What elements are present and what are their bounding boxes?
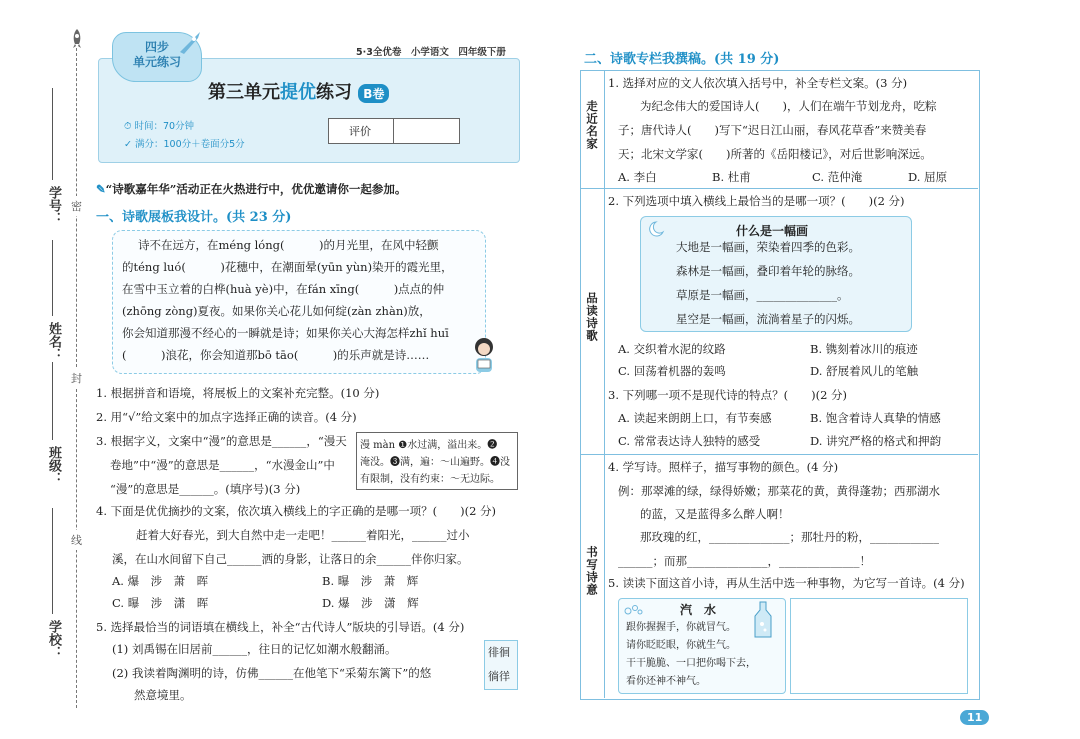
poem-line-3: 在雪中玉立着的白桦(huà yè)中，在fán xīng( )点点的仲 — [122, 282, 445, 296]
question-5-part-1: (1) 刘禹锡在旧居前______，往日的记忆如潮水般翻涌。 — [112, 642, 397, 656]
poem-line-2: 的téng luó( )花穗中，在潮面晕(yūn yùn)染开的霞光里， — [122, 260, 453, 274]
question-4-option-c[interactable]: C. 曝 涉 潇 晖 — [112, 596, 209, 610]
soda-poem-line-1: 跟你握握手，你就冒气。 — [626, 622, 736, 633]
word-choice-1: 徘徊 — [488, 646, 510, 659]
time-info: ⏱ 时间：70分钟 — [124, 121, 195, 132]
poem-line-6: ( )浪花，你会知道那bō tāo( )的乐声就是诗…… — [122, 348, 430, 362]
soda-poem-line-3: 干干脆脆、一口把你喝下去， — [626, 658, 756, 669]
page-title: 第三单元提优练习 B卷 — [208, 78, 389, 104]
category-famous-writers: 走近名家 — [585, 100, 599, 150]
question-3-line-1: 3. 根据字义，文案中“漫”的意思是______，“漫天 — [96, 434, 347, 448]
row-separator-2 — [580, 454, 978, 455]
right-question-2: 2. 下列选项中填入横线上最恰当的是哪一项？( )(2 分) — [608, 194, 905, 208]
name-label: 姓名： — [46, 322, 61, 361]
right-question-1-option-a[interactable]: A. 李白 — [618, 170, 657, 184]
school-label: 学校： — [46, 620, 61, 659]
dictionary-line-2: 淹没。❸满，遍：～山遍野。❹没 — [360, 457, 510, 468]
right-question-3-option-a[interactable]: A. 读起来朗朗上口，有节奏感 — [618, 411, 772, 425]
poem-frame-line-1: 大地是一幅画，荣染着四季的色彩。 — [676, 240, 860, 254]
girl-reading-icon — [468, 336, 500, 378]
score-info: ✓ 满分：100分＋卷面分5分 — [124, 139, 245, 150]
category-read-poems: 品读诗歌 — [585, 292, 599, 342]
gutter-mark-mi: 密 — [71, 196, 82, 216]
class-label: 班级： — [46, 446, 61, 485]
poem-title: 什么是一幅画 — [736, 224, 809, 238]
right-question-1: 1. 选择对应的文人依次填入括号中，补全专栏文案。(3 分) — [608, 76, 908, 90]
question-4-option-b[interactable]: B. 曝 涉 萧 辉 — [322, 574, 419, 588]
gutter-mark-xian: 线 — [71, 530, 82, 550]
series-info: 5·3全优卷 小学语文 四年级下册 — [356, 47, 506, 58]
section-1-title: 一、诗歌展板我设计。(共 23 分) — [96, 210, 292, 225]
question-3-line-2: 卷地”中“漫”的意思是______，“水漫金山”中 — [110, 458, 335, 472]
poem-frame-line-4: 星空是一幅画，流淌着星子的闪烁。 — [676, 312, 860, 326]
right-question-1-option-c[interactable]: C. 范仲淹 — [812, 170, 863, 184]
right-question-3-option-d[interactable]: D. 讲究严格的格式和押韵 — [810, 434, 942, 448]
school-field[interactable] — [52, 508, 53, 614]
question-3-line-3: “漫”的意思是______。(填序号)(3 分) — [110, 482, 301, 496]
page-number: 11 — [960, 710, 989, 725]
right-question-1-text-1: 为纪念伟大的爱国诗人( )，人们在端午节划龙舟，吃粽 — [640, 99, 937, 113]
section-2-title: 二、诗歌专栏我撰稿。(共 19 分) — [584, 52, 780, 67]
check-icon: ✓ — [124, 139, 132, 150]
soda-bottle-icon — [750, 600, 776, 644]
poem-frame-line-3: 草原是一幅画，______________。 — [676, 288, 849, 302]
paper-b-tag: B卷 — [358, 84, 389, 103]
student-number-label: 学号： — [46, 186, 61, 225]
question-4: 4. 下面是优优摘抄的文案，依次填入横线上的字正确的是哪一项？( )(2 分) — [96, 504, 497, 518]
dictionary-line-1: 漫 màn ❶水过满，溢出来。❷ — [360, 440, 498, 451]
poem-writing-area[interactable] — [790, 598, 968, 694]
rocket-icon — [68, 28, 86, 54]
right-question-4-answer-2[interactable]: ______；而那______________，______________！ — [618, 554, 871, 568]
class-field[interactable] — [52, 362, 53, 440]
gutter-mark-feng: 封 — [71, 368, 82, 388]
intro-text: ✎“诗歌嘉年华”活动正在火热进行中，优优邀请你一起参加。 — [96, 182, 407, 196]
moon-icon — [646, 220, 668, 242]
right-question-4: 4. 学写诗。照样子，描写事物的颜色。(4 分) — [608, 460, 839, 474]
clock-icon: ⏱ — [124, 121, 132, 132]
right-question-1-text-3: 天；北宋文学家( )所著的《岳阳楼记》，对后世影响深远。 — [618, 147, 932, 161]
right-question-3-option-c[interactable]: C. 常常表达诗人独特的感受 — [618, 434, 761, 448]
name-field[interactable] — [52, 240, 53, 316]
question-5-part-2-line-2: 然意境里。 — [134, 688, 192, 702]
right-question-5: 5. 读读下面这首小诗，再从生活中选一种事物，为它写一首诗。(4 分) — [608, 576, 965, 590]
right-question-2-option-a[interactable]: A. 交织着水泥的纹路 — [618, 342, 726, 356]
right-question-4-example-1: 例：那翠滩的绿，绿得娇嫩；那菜花的黄，黄得蓬勃；西那湖水 — [618, 484, 940, 498]
rating-field[interactable] — [394, 119, 457, 142]
right-question-4-example-2: 的蓝，又是蓝得多么醉人啊！ — [640, 507, 790, 521]
question-2: 2. 用“√”给文案中的加点字选择正确的读音。(4 分) — [96, 410, 357, 424]
poem-line-4: (zhōng zòng)夏夜。如果你关心花儿如何绽(zàn zhàn)放， — [122, 304, 431, 318]
right-question-2-option-d[interactable]: D. 舒展着风儿的笔触 — [810, 364, 919, 378]
question-4-option-d[interactable]: D. 爆 涉 潇 辉 — [322, 596, 419, 610]
right-question-3: 3. 下列哪一项不是现代诗的特点？( )(2 分) — [608, 388, 848, 402]
poem-frame-line-2: 森林是一幅画，叠印着年轮的脉络。 — [676, 264, 860, 278]
word-choice-2: 徜徉 — [488, 670, 510, 683]
row-separator-1 — [580, 188, 978, 189]
rating-label: 评价 — [349, 125, 371, 138]
question-4-option-a[interactable]: A. 爆 涉 萧 晖 — [112, 574, 209, 588]
bubbles-icon — [624, 602, 644, 621]
student-number-field[interactable] — [52, 88, 53, 180]
right-question-4-answer-1[interactable]: 那玫瑰的红，______________；那牡丹的粉，____________ — [640, 530, 939, 544]
right-question-2-option-c[interactable]: C. 回荡着机器的轰鸣 — [618, 364, 726, 378]
star-icon: ✎ — [96, 182, 106, 196]
category-write-poems: 书写诗意 — [585, 546, 599, 596]
soda-poem-line-4: 看你还神不神气。 — [626, 676, 706, 687]
question-4-text-1: 赶着大好春光，到大自然中走一走吧！______着阳光，______过小 — [136, 528, 470, 542]
unit-badge: 四步 单元练习 — [112, 32, 202, 82]
question-5: 5. 选择最恰当的词语填在横线上，补全“古代诗人”版块的引导语。(4 分) — [96, 620, 465, 634]
poem-line-1: 诗不在远方，在méng lóng( )的月光里，在风中轻颤 — [138, 238, 439, 252]
right-question-1-text-2: 子；唐代诗人( )写下“迟日江山丽，春风花草香”来赞美春 — [618, 123, 927, 137]
soda-poem-line-2: 请你眨眨眼，你就生气。 — [626, 640, 736, 651]
poem-line-5: 你会知道那漫不经心的一瞬就是诗；如果你关心大海怎样zhǐ huī — [122, 326, 449, 340]
question-4-text-2: 溪，在山水间留下自己______洒的身影，让落日的余______伴你归家。 — [112, 552, 469, 566]
question-5-part-2-line-1: (2) 我读着陶渊明的诗，仿佛______在他笔下“采菊东篱下”的悠 — [112, 666, 432, 680]
right-question-3-option-b[interactable]: B. 饱含着诗人真挚的情感 — [810, 411, 941, 425]
category-column — [580, 70, 605, 698]
soda-poem-title: 汽 水 — [680, 603, 717, 617]
question-1: 1. 根据拼音和语境，将展板上的文案补充完整。(10 分) — [96, 386, 380, 400]
right-question-1-option-b[interactable]: B. 杜甫 — [712, 170, 751, 184]
rocket-badge-icon — [176, 30, 204, 60]
right-question-1-option-d[interactable]: D. 屈原 — [908, 170, 948, 184]
right-question-2-option-b[interactable]: B. 镌刻着冰川的痕迹 — [810, 342, 918, 356]
dictionary-line-3: 有限制，没有约束：～无边际。 — [360, 474, 500, 485]
